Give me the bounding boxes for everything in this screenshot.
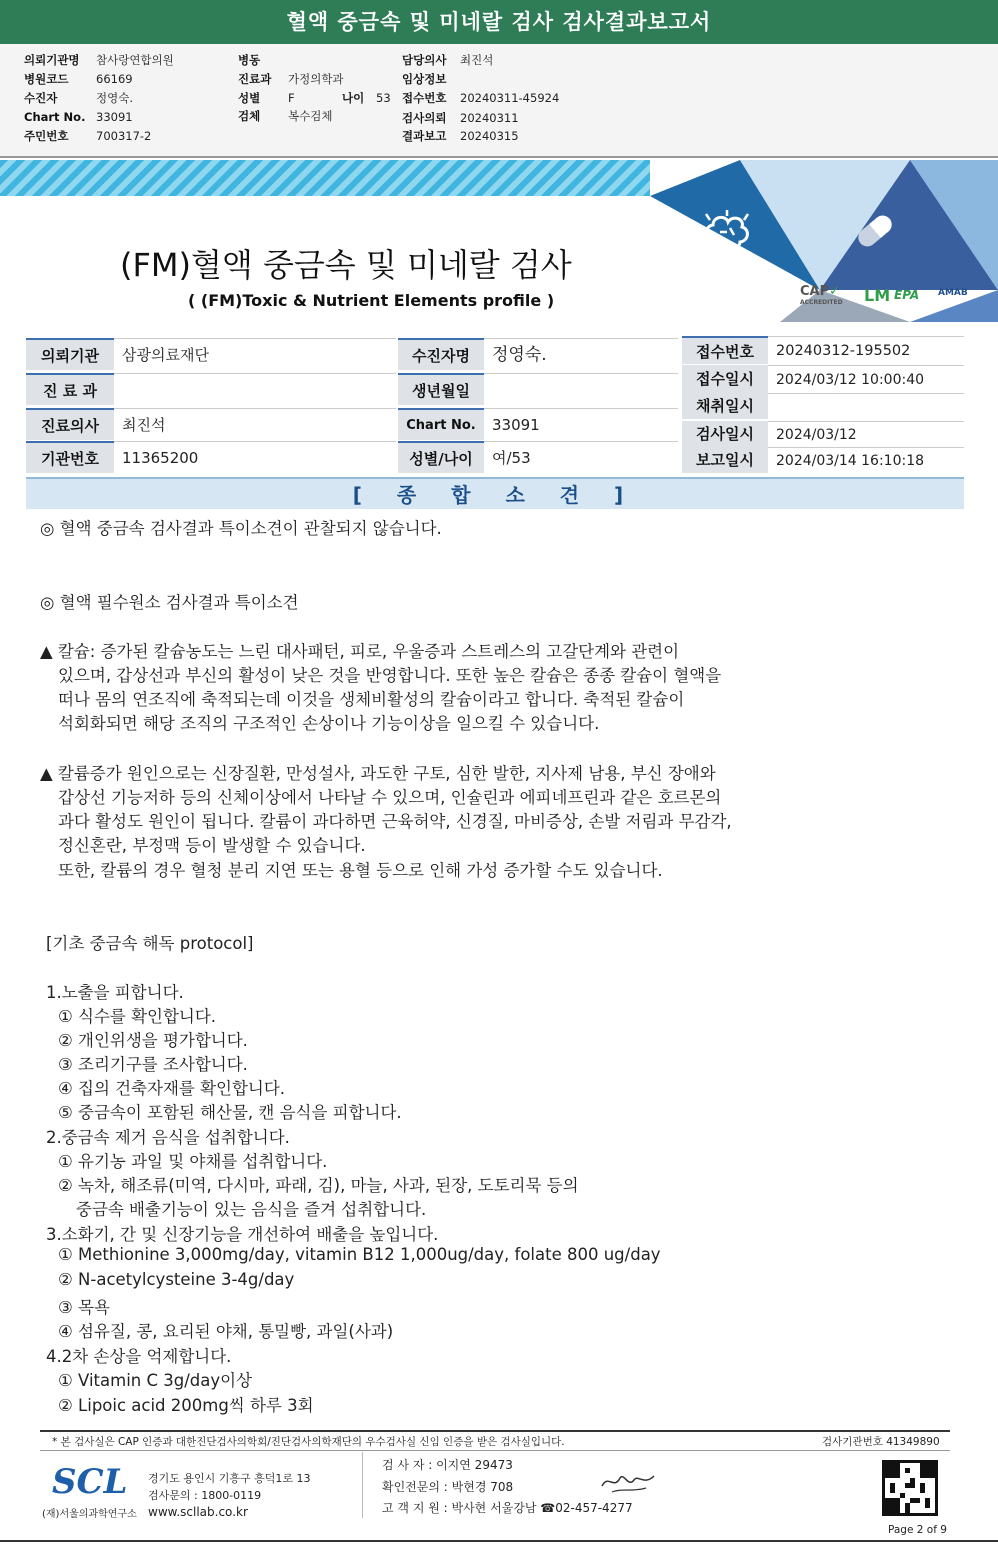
text-line: ⑤ 중금속이 포함된 해산물, 캔 음식을 피합니다. [58,1103,402,1122]
signature-image [598,1468,658,1496]
footer-org-no: 검사기관번호 41349890 [822,1436,940,1448]
info-label-institution: 의뢰기관 [26,338,114,370]
scl-logo: SCL [52,1462,128,1502]
text-line: 정신혼란, 부정맥 등이 발생할 수 있습니다. [58,836,366,855]
info-value-test-time: 2024/03/12 [768,421,964,447]
header-hospital-code: 병원코드 66169 [24,72,133,86]
footer-subdivider [40,1450,950,1451]
text-line: 3.소화기, 간 및 신장기능을 개선하여 배출을 높입니다. [46,1225,439,1244]
info-value-receipt-time: 2024/03/12 10:00:40 [768,365,964,393]
header-chart-no: Chart No. 33091 [24,110,133,124]
footer-divider [40,1430,950,1432]
info-value-sex-age: 여/53 [484,441,678,473]
patient-header [0,44,998,158]
text-line: ③ 조리기구를 조사합니다. [58,1055,248,1074]
text-line: 1.노출을 피합니다. [46,983,184,1002]
text-line: ▲ 칼륨증가 원인으로는 신장질환, 만성설사, 과도한 구토, 심한 발한, 지사제 남용, 부신 장애와 [40,764,716,783]
info-value-department [114,373,396,405]
text-line: 2.중금속 제거 음식을 섭취합니다. [46,1128,290,1147]
text-line: ② Lipoic acid 200mg씩 하루 3회 [58,1396,314,1415]
header-clinical-info: 임상정보 [402,72,447,86]
summary-heading: [ 종 합 소 견 ] [26,477,964,509]
header-doctor: 담당의사 최진석 [402,53,494,67]
text-line: ④ 섬유질, 콩, 요리된 야채, 통밀빵, 과일(사과) [58,1322,394,1341]
header-resident-no: 주민번호 700317-2 [24,129,152,143]
brain-icon [700,210,754,258]
lm-logo: LM [864,286,891,305]
info-value-report-time: 2024/03/14 16:10:18 [768,447,964,473]
capsule-icon [850,208,900,254]
text-line: [기초 중금속 해독 protocol] [46,934,254,953]
header-specimen: 검체 복수검체 [238,109,333,123]
info-value-birthdate [484,373,678,405]
text-line: ① 유기농 과일 및 야채를 섭취합니다. [58,1152,328,1171]
info-label-report-time: 보고일시 [682,447,768,473]
info-label-birthdate: 생년월일 [398,373,484,405]
header-ward: 병동 [238,53,261,67]
cap-logo: CAP✓ [800,284,841,299]
info-value-receipt-no: 20240312-195502 [768,336,964,364]
scl-org-name: (재)서울의과학연구소 [42,1509,137,1520]
footer-expert: 확인전문의 : 박현경 708 [382,1480,514,1494]
text-line: 갑상선 기능저하 등의 신체이상에서 나타날 수 있으며, 인슐린과 에피네프린과 같은 호르몬의 [58,788,722,807]
info-label-org-no: 기관번호 [26,441,114,473]
text-line: ② N-acetylcysteine 3-4g/day [58,1270,295,1289]
header-receipt-no: 접수번호 20240311-45924 [402,91,560,105]
info-label-sex-age: 성별/나이 [398,441,484,473]
accreditation-logos [800,284,966,312]
text-line: ◎ 혈액 중금속 검사결과 특이소견이 관찰되지 않습니다. [40,519,442,538]
info-value-doctor: 최진석 [114,408,396,440]
text-line: 또한, 칼륨의 경우 혈청 분리 지연 또는 용혈 등으로 인해 가성 증가할 수도 있습니다. [58,861,663,880]
footer-phone: 검사문의 : 1800-0119 [148,1489,262,1502]
amab-logo: AMAB [938,288,968,298]
text-line: ◎ 혈액 필수원소 검사결과 특이소견 [40,593,299,612]
footer-notice: * 본 검사실은 CAP 인증과 대한진단검사의학회/진단검사의학재단의 우수검사실 신임 인증을 받은 검사실입니다. [52,1436,565,1448]
text-line: ▲ 칼슘: 증가된 칼슘농도는 느린 대사패턴, 피로, 우울증과 스트레스의 고갈단계와 관련이 [40,642,680,661]
text-line: ② 개인위생을 평가합니다. [58,1031,248,1050]
text-line: 떠나 몸의 연조직에 축적되는데 이것을 생체비활성의 칼슘이라고 합니다. 축적된 칼슘이 [58,690,685,709]
info-value-chart-no: 33091 [484,408,678,440]
footer-support: 고 객 지 원 : 박사현 서울강남 ☎02-457-4277 [382,1501,633,1515]
info-label-patient-name: 수진자명 [398,338,484,370]
text-line: 석회화되면 해당 조직의 구조적인 손상이나 기능이상을 일으킬 수 있습니다. [58,714,600,733]
info-value-patient-name: 정영숙. [484,338,678,370]
header-patient: 수진자 정영숙. [24,91,133,105]
info-label-receipt-time: 접수일시 [682,365,768,393]
text-line: ③ 목욕 [58,1298,110,1317]
report-top-title: 혈액 중금속 및 미네랄 검사 검사결과보고서 [0,0,998,44]
qr-code-icon [882,1460,938,1516]
text-line: 과다 활성도 원인이 됩니다. 칼륨이 과다하면 근육허약, 신경질, 마비증상, 손발 저림과 무감각, [58,812,732,831]
text-line: 4.2차 손상을 억제합니다. [46,1347,232,1366]
header-request-date: 검사의뢰 20240311 [402,111,519,125]
text-line: 있으며, 갑상선과 부신의 활성이 낮은 것을 반영합니다. 또한 높은 칼슘은 종종 칼슘이 혈액을 [58,666,722,685]
text-line: 중금속 배출기능이 있는 음식을 즐겨 섭취합니다. [76,1200,427,1219]
cap-accredited-text: ACCREDITED [800,299,843,306]
info-label-chart-no: Chart No. [398,408,484,440]
footer-vertical-divider [362,1452,363,1518]
info-value-institution: 삼광의료재단 [114,338,396,370]
header-department: 진료과 가정의학과 [238,72,344,86]
footer-tester: 검 사 자 : 이지연 29473 [382,1458,513,1472]
report-title: (FM)혈액 중금속 및 미네랄 검사 [120,246,572,284]
bottom-border [0,1540,998,1542]
text-line: ① Vitamin C 3g/day이상 [58,1371,253,1390]
footer-website: www.scllab.co.kr [148,1505,248,1519]
footer-address: 경기도 용인시 기흥구 흥덕1로 13 [148,1472,311,1485]
info-label-department: 진 료 과 [26,373,114,405]
text-line: ① 식수를 확인합니다. [58,1007,217,1026]
page-number: Page 2 of 9 [888,1524,947,1536]
text-line: ① Methionine 3,000mg/day, vitamin B12 1,000ug/day, folate 800 ug/day [58,1245,661,1264]
epa-logo: EPA [894,288,920,302]
header-report-date: 결과보고 20240315 [402,129,519,143]
info-value-collection-time [768,393,964,419]
report-subtitle: ( (FM)Toxic & Nutrient Elements profile ) [188,291,555,310]
info-label-receipt-no: 접수번호 [682,336,768,364]
header-hospital: 의뢰기관명 참사랑연합의원 [24,53,174,67]
text-line: ④ 집의 건축자재를 확인합니다. [58,1079,286,1098]
info-label-test-time: 검사일시 [682,421,768,447]
info-value-org-no: 11365200 [114,441,396,473]
info-label-collection-time: 채취일시 [682,393,768,419]
text-line: ② 녹차, 해조류(미역, 다시마, 파래, 김), 마늘, 사과, 된장, 도토리묵 등의 [58,1176,579,1195]
header-sex: 성별 F 나이 53 [238,91,391,105]
info-label-doctor: 진료의사 [26,408,114,440]
